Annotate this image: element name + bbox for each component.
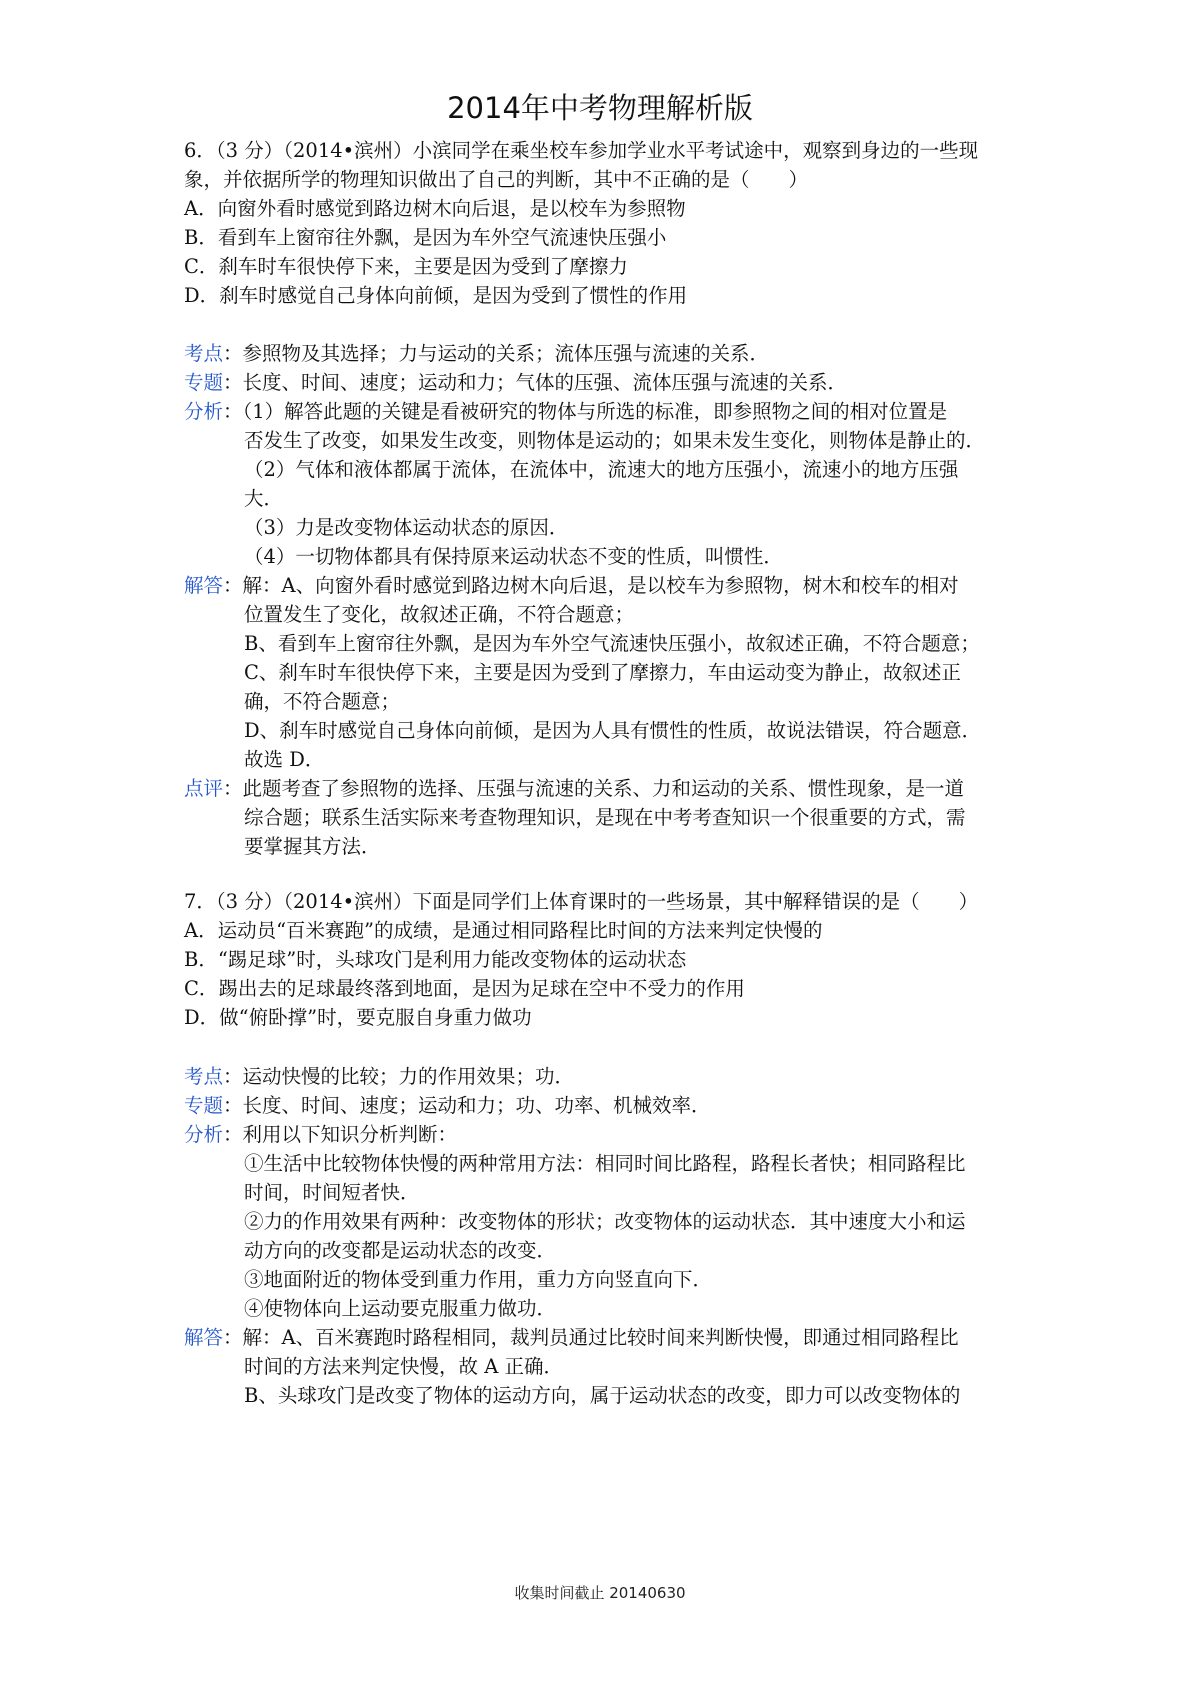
- q7-option-c: C．踢出去的足球最终落到地面，是因为足球在空中不受力的作用: [184, 977, 745, 1000]
- q6-option-d: D．刹车时感觉自己身体向前倾，是因为受到了惯性的作用: [184, 284, 688, 307]
- q6-dianping: [184, 774, 964, 804]
- q6-jieda-line: 确，不符合题意；: [244, 690, 401, 713]
- q7-jieda-label: 解答: [184, 1326, 224, 1349]
- q7-fenxi-line: ①生活中比较物体快慢的两种常用方法：相同时间比路程，路程长者快；相同路程比: [244, 1152, 966, 1175]
- q7-fenxi-line: ③地面附近的物体受到重力作用，重力方向竖直向下．: [244, 1268, 713, 1291]
- q7-fenxi-line: 时间，时间短者快．: [244, 1181, 420, 1204]
- q7-zhuanti-text: ：长度、时间、速度；运动和力；功、功率、机械效率．: [223, 1094, 711, 1117]
- q6-dianping-text: ：此题考查了参照物的选择、压强与流速的关系、力和运动的关系、惯性现象，是一道: [223, 777, 965, 800]
- q6-kaodian-text: ：参照物及其选择；力与运动的关系；流体压强与流速的关系．: [223, 342, 770, 365]
- q7-option-a: A．运动员“百米赛跑”的成绩，是通过相同路程比时间的方法来判定快慢的: [184, 919, 823, 942]
- q6-fenxi-line: （4）一切物体都具有保持原来运动状态不变的性质，叫惯性．: [244, 545, 783, 568]
- q7-jieda-text: ：解：A、百米赛跑时路程相同，裁判员通过比较时间来判断快慢，即通过相同路程比: [223, 1326, 959, 1349]
- q7-fenxi-label: 分析: [184, 1123, 224, 1146]
- q6-stem-line-2: 象，并依据所学的物理知识做出了自己的判断，其中不正确的是（ ）: [184, 168, 809, 191]
- q7-zhuanti: [184, 1091, 711, 1121]
- q6-jieda-label: 解答: [184, 574, 224, 597]
- q6-jieda-line: D、刹车时感觉自己身体向前倾，是因为人具有惯性的性质，故说法错误，符合题意．: [244, 719, 982, 742]
- q7-jieda-line: 时间的方法来判定快慢，故 A 正确．: [244, 1355, 563, 1378]
- q6-jieda-line: 故选 D．: [244, 748, 325, 771]
- q7-jieda-line: B、头球攻门是改变了物体的运动方向，属于运动状态的改变，即力可以改变物体的: [244, 1384, 961, 1407]
- q7-option-b: B．“踢足球”时，头球攻门是利用力能改变物体的运动状态: [184, 948, 687, 971]
- q6-zhuanti-label: 专题: [184, 371, 224, 394]
- q7-fenxi-text: ：利用以下知识分析判断：: [223, 1123, 458, 1146]
- q6-dianping-label: 点评: [184, 777, 224, 800]
- q6-fenxi-label: 分析: [184, 400, 224, 423]
- q6-jieda-line: B、看到车上窗帘往外飘，是因为车外空气流速快压强小，故叙述正确，不符合题意；: [244, 632, 980, 655]
- q6-fenxi-line: 否发生了改变，如果发生改变，则物体是运动的；如果未发生变化，则物体是静止的．: [244, 429, 986, 452]
- q6-jieda: [184, 571, 959, 601]
- q6-jieda-line: 位置发生了变化，故叙述正确，不符合题意；: [244, 603, 635, 626]
- q6-kaodian-label: 考点: [184, 342, 224, 365]
- q6-zhuanti-text: ：长度、时间、速度；运动和力；气体的压强、流体压强与流速的关系．: [223, 371, 848, 394]
- q6-option-b: B．看到车上窗帘往外飘，是因为车外空气流速快压强小: [184, 226, 667, 249]
- q6-kaodian: [184, 339, 769, 369]
- q6-stem-line-1: 6．（3 分）（2014•滨州）小滨同学在乘坐校车参加学业水平考试途中，观察到身边的一些现: [184, 139, 979, 162]
- q6-fenxi-line: （3）力是改变物体运动状态的原因．: [244, 516, 569, 539]
- q7-kaodian-text: ：运动快慢的比较；力的作用效果；功．: [223, 1065, 575, 1088]
- q7-fenxi-line: ④使物体向上运动要克服重力做功．: [244, 1297, 557, 1320]
- q6-jieda-line: C、刹车时车很快停下来，主要是因为受到了摩擦力，车由运动变为静止，故叙述正: [244, 661, 961, 684]
- q7-jieda: [184, 1323, 959, 1353]
- q7-kaodian: [184, 1062, 574, 1092]
- q7-fenxi-line: 动方向的改变都是运动状态的改变．: [244, 1239, 557, 1262]
- page-footer: 收集时间截止 20140630: [514, 1584, 686, 1602]
- q6-option-a: A．向窗外看时感觉到路边树木向后退，是以校车为参照物: [184, 197, 686, 220]
- q7-fenxi-line: ②力的作用效果有两种：改变物体的形状；改变物体的运动状态．其中速度大小和运: [244, 1210, 966, 1233]
- q6-fenxi: [184, 397, 947, 427]
- q6-dianping-line: 要掌握其方法．: [244, 835, 381, 858]
- q6-option-c: C．刹车时车很快停下来，主要是因为受到了摩擦力: [184, 255, 628, 278]
- q6-jieda-text: ：解：A、向窗外看时感觉到路边树木向后退，是以校车为参照物，树木和校车的相对: [223, 574, 959, 597]
- q6-fenxi-text: ：（1）解答此题的关键是看被研究的物体与所选的标准，即参照物之间的相对位置是: [223, 400, 948, 423]
- q6-dianping-line: 综合题；联系生活实际来考查物理知识，是现在中考考查知识一个很重要的方式，需: [244, 806, 966, 829]
- q6-fenxi-line: 大．: [244, 487, 284, 510]
- q7-stem-line-1: 7．（3 分）（2014•滨州）下面是同学们上体育课时的一些场景，其中解释错误的是（ ）: [184, 890, 979, 913]
- q6-zhuanti: [184, 368, 847, 398]
- q7-fenxi: [184, 1120, 457, 1150]
- page-title: 2014年中考物理解析版: [447, 91, 753, 125]
- q7-option-d: D．做“俯卧撑”时，要克服自身重力做功: [184, 1006, 532, 1029]
- q7-kaodian-label: 考点: [184, 1065, 224, 1088]
- q6-fenxi-line: （2）气体和液体都属于流体，在流体中，流速大的地方压强小，流速小的地方压强: [244, 458, 959, 481]
- q7-zhuanti-label: 专题: [184, 1094, 224, 1117]
